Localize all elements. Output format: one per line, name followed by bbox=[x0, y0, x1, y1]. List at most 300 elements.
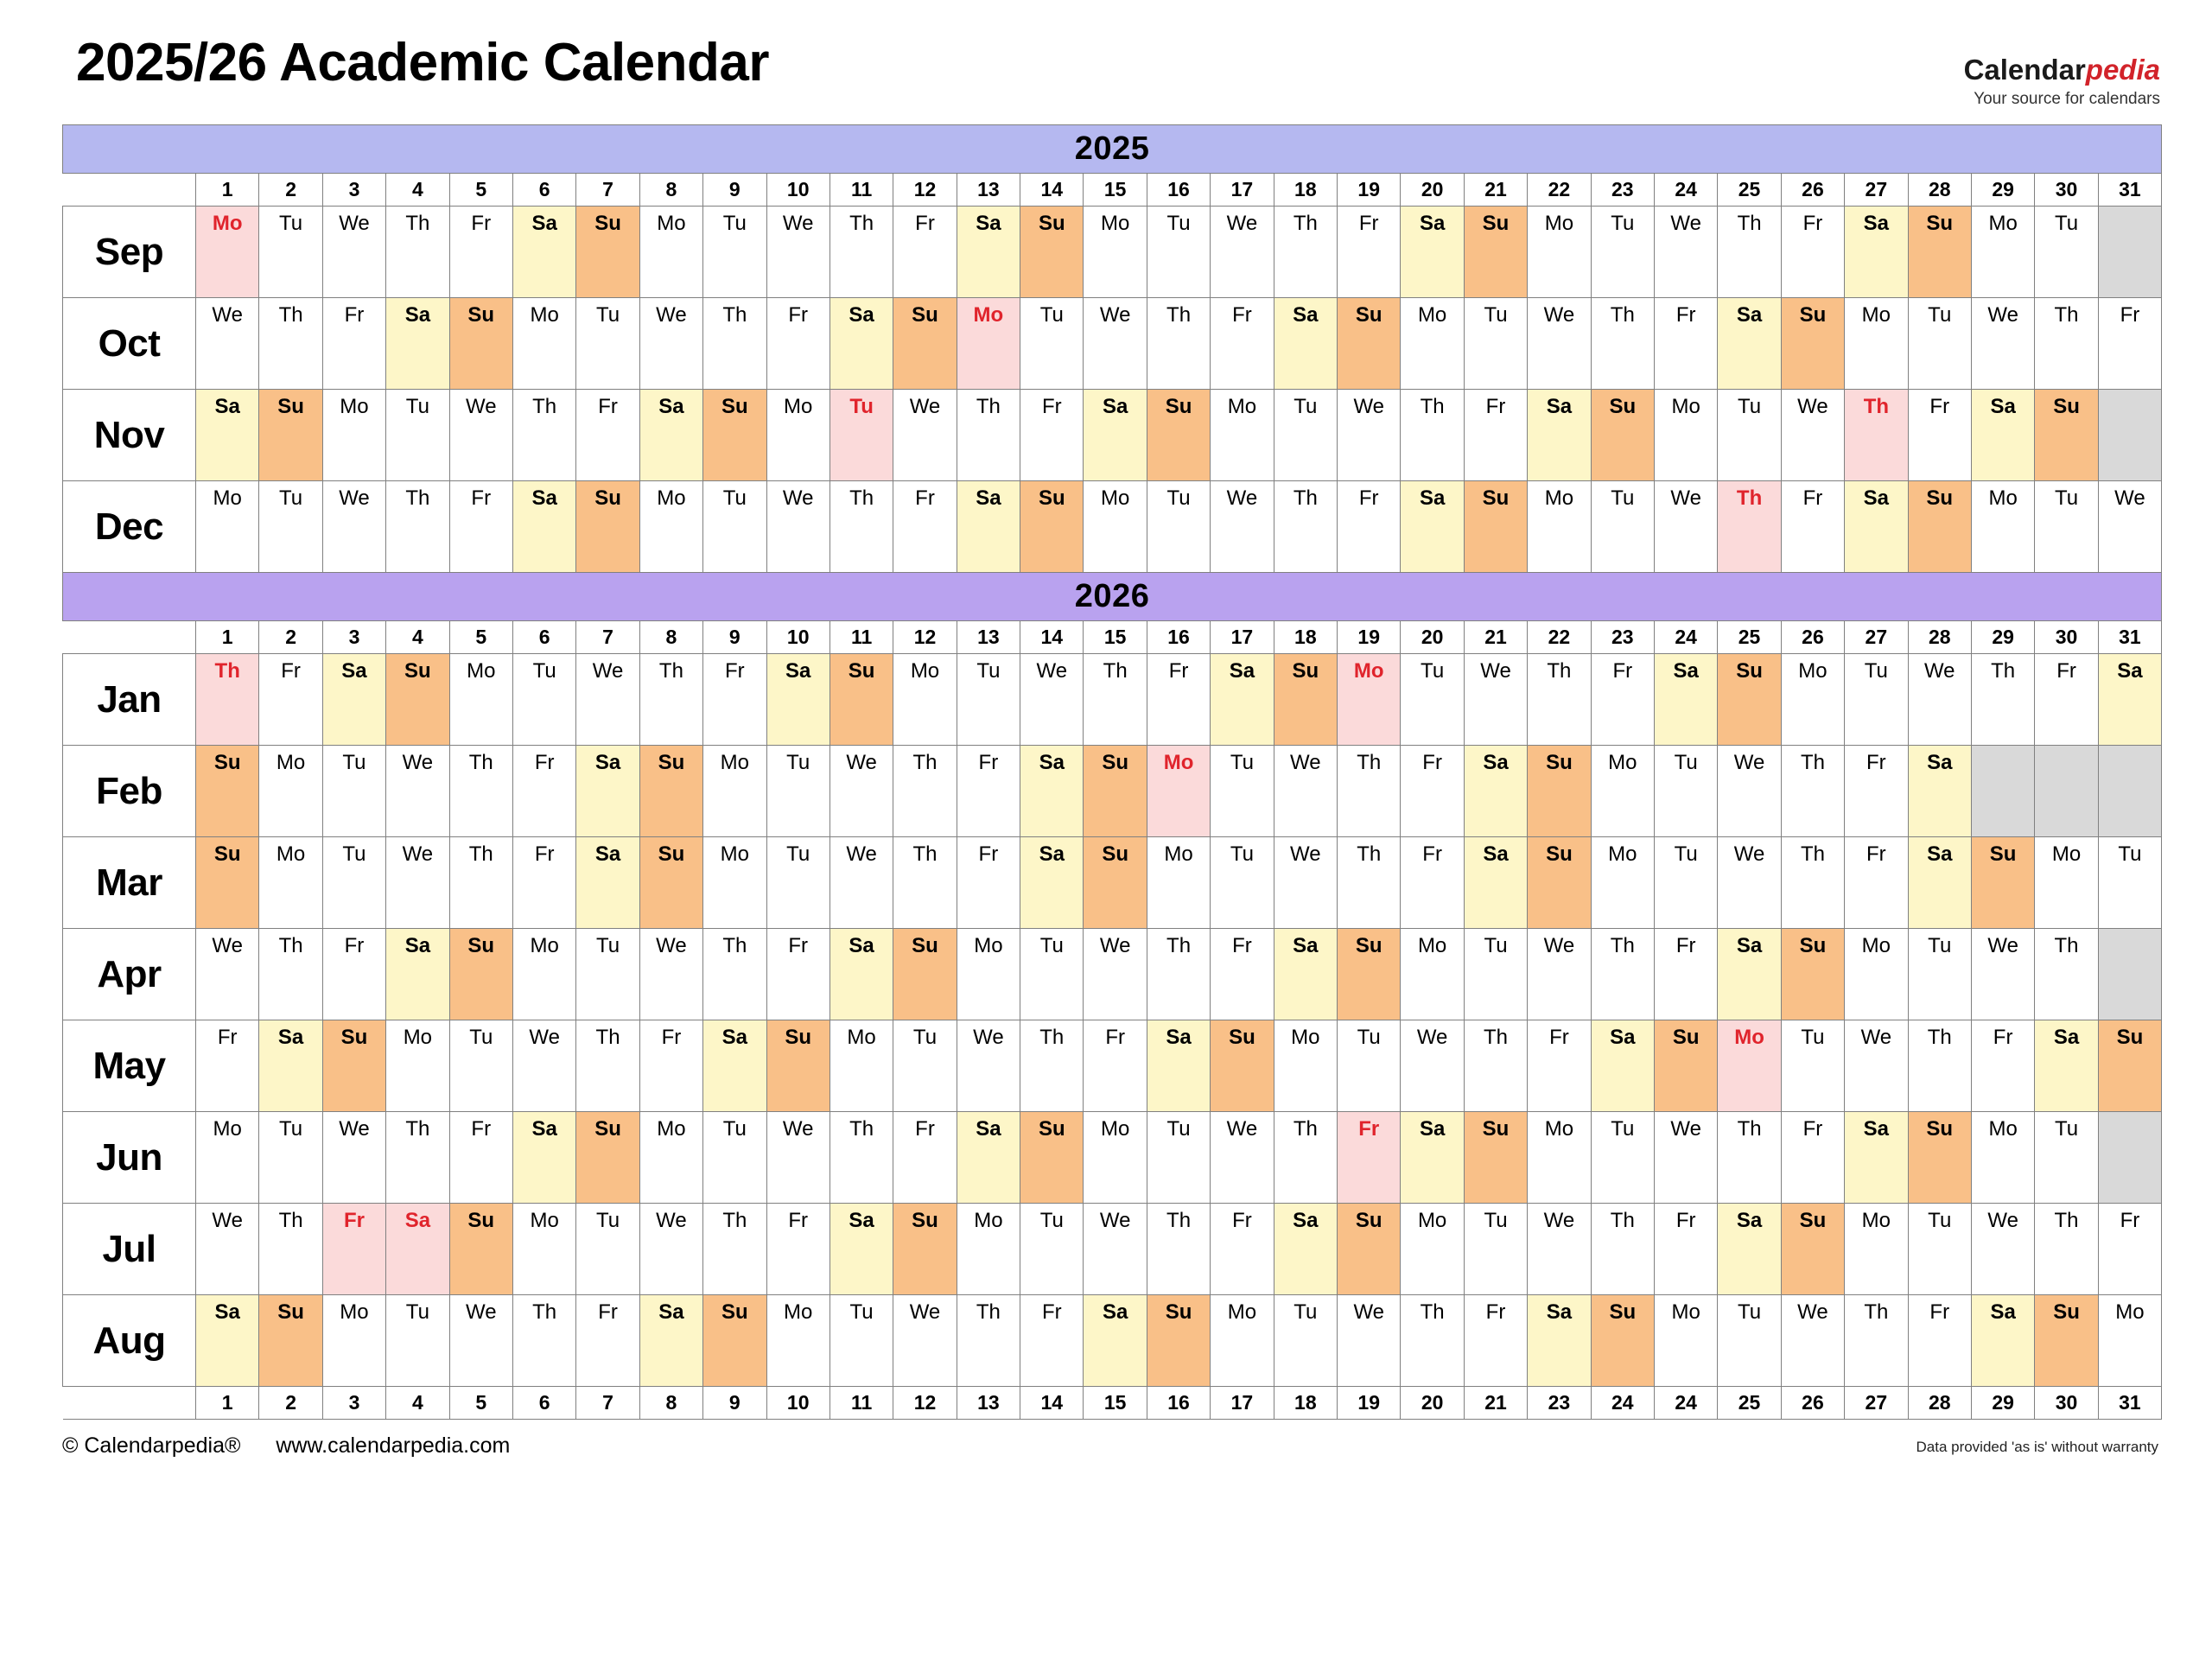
day-cell[interactable]: We bbox=[1781, 390, 1844, 481]
day-cell[interactable]: Th bbox=[1147, 929, 1210, 1020]
day-cell[interactable]: Fr bbox=[1654, 1204, 1717, 1295]
day-cell[interactable]: Fr bbox=[1020, 1295, 1084, 1387]
day-cell[interactable]: Su bbox=[830, 654, 893, 746]
day-cell[interactable]: Sa bbox=[1020, 746, 1084, 837]
day-cell[interactable]: Su bbox=[1908, 1112, 1971, 1204]
day-cell[interactable]: Su bbox=[449, 929, 512, 1020]
day-cell[interactable]: Fr bbox=[957, 746, 1020, 837]
day-cell[interactable]: Sa bbox=[1845, 481, 1908, 573]
day-cell[interactable]: Mo bbox=[1845, 1204, 1908, 1295]
day-cell[interactable]: Fr bbox=[512, 746, 575, 837]
day-cell[interactable]: Fr bbox=[1908, 390, 1971, 481]
day-cell[interactable]: Th bbox=[386, 481, 449, 573]
day-cell[interactable]: Mo bbox=[196, 481, 259, 573]
day-cell[interactable]: Mo bbox=[766, 390, 830, 481]
day-cell[interactable]: Tu bbox=[2035, 207, 2098, 298]
day-cell[interactable]: Mo bbox=[322, 1295, 385, 1387]
day-cell[interactable]: We bbox=[386, 837, 449, 929]
day-cell[interactable]: Sa bbox=[639, 390, 702, 481]
day-cell[interactable]: Su bbox=[893, 1204, 957, 1295]
day-cell[interactable]: Mo bbox=[1084, 481, 1147, 573]
day-cell[interactable]: Sa bbox=[1211, 654, 1274, 746]
day-cell[interactable]: Su bbox=[196, 837, 259, 929]
day-cell[interactable]: Tu bbox=[830, 1295, 893, 1387]
day-cell[interactable]: Fr bbox=[1528, 1020, 1591, 1112]
day-cell[interactable]: Tu bbox=[1591, 1112, 1654, 1204]
day-cell[interactable]: Fr bbox=[1781, 1112, 1844, 1204]
day-cell[interactable]: Su bbox=[576, 207, 639, 298]
day-cell[interactable]: Th bbox=[639, 654, 702, 746]
day-cell[interactable]: Mo bbox=[1654, 390, 1717, 481]
day-cell[interactable]: Tu bbox=[830, 390, 893, 481]
day-cell[interactable]: Th bbox=[196, 654, 259, 746]
day-cell[interactable]: We bbox=[1274, 746, 1337, 837]
day-cell[interactable]: Mo bbox=[1591, 746, 1654, 837]
day-cell[interactable]: Tu bbox=[1654, 746, 1717, 837]
day-cell[interactable]: Tu bbox=[386, 1295, 449, 1387]
day-cell[interactable]: Su bbox=[2098, 1020, 2161, 1112]
day-cell[interactable]: Mo bbox=[1211, 1295, 1274, 1387]
day-cell[interactable]: Fr bbox=[1654, 929, 1717, 1020]
day-cell[interactable]: Sa bbox=[1147, 1020, 1210, 1112]
day-cell[interactable]: We bbox=[449, 1295, 512, 1387]
day-cell[interactable]: We bbox=[1654, 207, 1717, 298]
day-cell[interactable]: We bbox=[196, 929, 259, 1020]
day-cell[interactable]: Sa bbox=[1971, 390, 2034, 481]
day-cell[interactable]: Tu bbox=[1020, 298, 1084, 390]
day-cell[interactable]: Mo bbox=[2035, 837, 2098, 929]
website-link[interactable]: www.calendarpedia.com bbox=[276, 1433, 511, 1458]
day-cell[interactable]: Tu bbox=[1020, 929, 1084, 1020]
day-cell[interactable]: Mo bbox=[639, 481, 702, 573]
day-cell[interactable]: Su bbox=[2035, 1295, 2098, 1387]
day-cell[interactable]: Sa bbox=[1718, 1204, 1781, 1295]
day-cell[interactable]: We bbox=[639, 1204, 702, 1295]
day-cell[interactable]: Mo bbox=[1718, 1020, 1781, 1112]
day-cell[interactable]: Tu bbox=[259, 481, 322, 573]
day-cell[interactable]: Th bbox=[1718, 207, 1781, 298]
day-cell[interactable]: Th bbox=[1338, 837, 1401, 929]
day-cell[interactable]: We bbox=[766, 1112, 830, 1204]
day-cell[interactable]: Sa bbox=[196, 390, 259, 481]
day-cell[interactable]: We bbox=[1971, 929, 2034, 1020]
day-cell[interactable]: Sa bbox=[259, 1020, 322, 1112]
day-cell[interactable]: Fr bbox=[957, 837, 1020, 929]
day-cell[interactable]: Mo bbox=[1528, 481, 1591, 573]
day-cell[interactable]: We bbox=[322, 1112, 385, 1204]
day-cell[interactable]: Mo bbox=[386, 1020, 449, 1112]
day-cell[interactable]: Tu bbox=[1464, 298, 1527, 390]
day-cell[interactable]: Su bbox=[1338, 298, 1401, 390]
day-cell[interactable]: Sa bbox=[1971, 1295, 2034, 1387]
day-cell[interactable]: We bbox=[1845, 1020, 1908, 1112]
day-cell[interactable]: Mo bbox=[2098, 1295, 2161, 1387]
day-cell[interactable]: Sa bbox=[1654, 654, 1717, 746]
day-cell[interactable]: Mo bbox=[893, 654, 957, 746]
day-cell[interactable]: Fr bbox=[1338, 207, 1401, 298]
day-cell[interactable]: Fr bbox=[893, 1112, 957, 1204]
day-cell[interactable]: Sa bbox=[957, 481, 1020, 573]
day-cell[interactable]: Su bbox=[1211, 1020, 1274, 1112]
day-cell[interactable]: Th bbox=[1781, 746, 1844, 837]
day-cell[interactable]: Su bbox=[1084, 837, 1147, 929]
day-cell[interactable]: Th bbox=[703, 1204, 766, 1295]
day-cell[interactable]: Sa bbox=[512, 1112, 575, 1204]
day-cell[interactable]: Fr bbox=[1971, 1020, 2034, 1112]
day-cell[interactable]: We bbox=[639, 298, 702, 390]
day-cell[interactable]: Tu bbox=[703, 481, 766, 573]
day-cell[interactable]: Su bbox=[1147, 1295, 1210, 1387]
day-cell[interactable]: Th bbox=[1845, 1295, 1908, 1387]
day-cell[interactable]: Su bbox=[196, 746, 259, 837]
day-cell[interactable]: Fr bbox=[1084, 1020, 1147, 1112]
day-cell[interactable]: We bbox=[639, 929, 702, 1020]
day-cell[interactable]: We bbox=[766, 481, 830, 573]
day-cell[interactable]: Su bbox=[1274, 654, 1337, 746]
day-cell[interactable]: Tu bbox=[1908, 929, 1971, 1020]
day-cell[interactable]: Mo bbox=[512, 1204, 575, 1295]
day-cell[interactable]: Fr bbox=[512, 837, 575, 929]
day-cell[interactable]: Th bbox=[2035, 929, 2098, 1020]
day-cell[interactable]: Sa bbox=[386, 929, 449, 1020]
day-cell[interactable]: Th bbox=[512, 1295, 575, 1387]
day-cell[interactable]: Fr bbox=[1908, 1295, 1971, 1387]
day-cell[interactable]: Th bbox=[1274, 481, 1337, 573]
day-cell[interactable]: Sa bbox=[957, 1112, 1020, 1204]
day-cell[interactable]: Th bbox=[1591, 298, 1654, 390]
day-cell[interactable]: Tu bbox=[1908, 1204, 1971, 1295]
day-cell[interactable]: Fr bbox=[1020, 390, 1084, 481]
day-cell[interactable]: Sa bbox=[1084, 1295, 1147, 1387]
day-cell[interactable]: Th bbox=[449, 837, 512, 929]
day-cell[interactable]: Th bbox=[1401, 1295, 1464, 1387]
day-cell[interactable]: Th bbox=[1718, 1112, 1781, 1204]
day-cell[interactable]: Fr bbox=[639, 1020, 702, 1112]
day-cell[interactable]: We bbox=[1274, 837, 1337, 929]
day-cell[interactable]: Su bbox=[449, 298, 512, 390]
day-cell[interactable]: Su bbox=[322, 1020, 385, 1112]
day-cell-empty[interactable] bbox=[2098, 746, 2161, 837]
day-cell[interactable]: We bbox=[1084, 929, 1147, 1020]
day-cell[interactable]: Su bbox=[766, 1020, 830, 1112]
day-cell[interactable]: We bbox=[893, 1295, 957, 1387]
day-cell[interactable]: Su bbox=[1528, 746, 1591, 837]
day-cell[interactable]: Mo bbox=[766, 1295, 830, 1387]
day-cell[interactable]: Su bbox=[386, 654, 449, 746]
day-cell[interactable]: Su bbox=[1591, 1295, 1654, 1387]
day-cell[interactable]: Mo bbox=[259, 837, 322, 929]
day-cell[interactable]: Fr bbox=[1591, 654, 1654, 746]
day-cell[interactable]: Tu bbox=[766, 837, 830, 929]
day-cell[interactable]: Su bbox=[1338, 929, 1401, 1020]
day-cell[interactable]: Mo bbox=[957, 929, 1020, 1020]
day-cell[interactable]: We bbox=[1528, 1204, 1591, 1295]
day-cell[interactable]: We bbox=[322, 207, 385, 298]
day-cell[interactable]: We bbox=[1338, 1295, 1401, 1387]
day-cell[interactable]: Th bbox=[449, 746, 512, 837]
day-cell[interactable]: We bbox=[830, 746, 893, 837]
day-cell[interactable]: Mo bbox=[1084, 207, 1147, 298]
day-cell[interactable]: Th bbox=[2035, 1204, 2098, 1295]
day-cell[interactable]: Fr bbox=[1401, 837, 1464, 929]
day-cell[interactable]: Sa bbox=[1084, 390, 1147, 481]
day-cell[interactable]: Tu bbox=[1464, 929, 1527, 1020]
day-cell[interactable]: Su bbox=[576, 481, 639, 573]
day-cell[interactable]: Sa bbox=[1464, 837, 1527, 929]
day-cell[interactable]: Tu bbox=[1718, 1295, 1781, 1387]
day-cell[interactable]: Sa bbox=[1908, 837, 1971, 929]
day-cell[interactable]: Su bbox=[1464, 481, 1527, 573]
day-cell[interactable]: Mo bbox=[449, 654, 512, 746]
day-cell[interactable]: Sa bbox=[2035, 1020, 2098, 1112]
day-cell[interactable]: Su bbox=[1464, 207, 1527, 298]
day-cell[interactable]: Fr bbox=[322, 929, 385, 1020]
day-cell[interactable]: Th bbox=[259, 1204, 322, 1295]
day-cell[interactable]: Th bbox=[1971, 654, 2034, 746]
day-cell-empty[interactable] bbox=[2098, 390, 2161, 481]
day-cell[interactable]: Tu bbox=[1718, 390, 1781, 481]
day-cell[interactable]: Su bbox=[1147, 390, 1210, 481]
day-cell[interactable]: We bbox=[1338, 390, 1401, 481]
day-cell[interactable]: Th bbox=[703, 929, 766, 1020]
day-cell[interactable]: Tu bbox=[576, 1204, 639, 1295]
day-cell[interactable]: Su bbox=[1338, 1204, 1401, 1295]
day-cell[interactable]: Fr bbox=[766, 298, 830, 390]
day-cell[interactable]: Sa bbox=[1908, 746, 1971, 837]
day-cell[interactable]: Fr bbox=[1845, 746, 1908, 837]
day-cell[interactable]: Tu bbox=[512, 654, 575, 746]
day-cell[interactable]: Mo bbox=[1971, 207, 2034, 298]
day-cell[interactable]: Sa bbox=[1718, 298, 1781, 390]
day-cell[interactable]: Su bbox=[1020, 207, 1084, 298]
day-cell[interactable]: Mo bbox=[1591, 837, 1654, 929]
day-cell[interactable]: Tu bbox=[2098, 837, 2161, 929]
day-cell[interactable]: Tu bbox=[1020, 1204, 1084, 1295]
day-cell[interactable]: We bbox=[196, 298, 259, 390]
day-cell[interactable]: Fr bbox=[1401, 746, 1464, 837]
day-cell[interactable]: Sa bbox=[830, 1204, 893, 1295]
day-cell[interactable]: Tu bbox=[259, 1112, 322, 1204]
day-cell[interactable]: Th bbox=[830, 207, 893, 298]
day-cell[interactable]: Mo bbox=[703, 837, 766, 929]
day-cell[interactable]: Th bbox=[893, 837, 957, 929]
day-cell[interactable]: We bbox=[1401, 1020, 1464, 1112]
day-cell[interactable]: Fr bbox=[576, 1295, 639, 1387]
day-cell[interactable]: We bbox=[322, 481, 385, 573]
day-cell[interactable]: Su bbox=[703, 390, 766, 481]
day-cell[interactable]: Tu bbox=[1845, 654, 1908, 746]
day-cell[interactable]: Mo bbox=[1084, 1112, 1147, 1204]
day-cell[interactable]: Tu bbox=[1591, 207, 1654, 298]
day-cell[interactable]: We bbox=[1211, 207, 1274, 298]
day-cell[interactable]: Th bbox=[830, 1112, 893, 1204]
day-cell[interactable]: We bbox=[1718, 837, 1781, 929]
day-cell[interactable]: Mo bbox=[322, 390, 385, 481]
day-cell[interactable]: Tu bbox=[259, 207, 322, 298]
day-cell[interactable]: Tu bbox=[1274, 390, 1337, 481]
day-cell[interactable]: Su bbox=[259, 390, 322, 481]
day-cell[interactable]: Su bbox=[639, 837, 702, 929]
day-cell[interactable]: Fr bbox=[259, 654, 322, 746]
day-cell[interactable]: Fr bbox=[766, 929, 830, 1020]
day-cell[interactable]: Fr bbox=[449, 207, 512, 298]
day-cell[interactable]: Sa bbox=[1528, 390, 1591, 481]
day-cell[interactable]: We bbox=[957, 1020, 1020, 1112]
day-cell[interactable]: Sa bbox=[512, 481, 575, 573]
day-cell[interactable]: Th bbox=[259, 929, 322, 1020]
day-cell[interactable]: Su bbox=[893, 298, 957, 390]
day-cell[interactable]: Th bbox=[1464, 1020, 1527, 1112]
day-cell[interactable]: Th bbox=[259, 298, 322, 390]
day-cell[interactable]: Mo bbox=[196, 207, 259, 298]
day-cell[interactable]: We bbox=[1211, 1112, 1274, 1204]
day-cell[interactable]: Tu bbox=[1464, 1204, 1527, 1295]
day-cell[interactable]: Tu bbox=[766, 746, 830, 837]
day-cell[interactable]: Sa bbox=[1401, 1112, 1464, 1204]
day-cell[interactable]: Su bbox=[1781, 929, 1844, 1020]
day-cell[interactable]: Tu bbox=[576, 929, 639, 1020]
day-cell[interactable]: Su bbox=[1718, 654, 1781, 746]
day-cell[interactable]: Su bbox=[1908, 481, 1971, 573]
day-cell[interactable]: We bbox=[1084, 1204, 1147, 1295]
day-cell[interactable]: Tu bbox=[703, 1112, 766, 1204]
day-cell[interactable]: Th bbox=[1274, 1112, 1337, 1204]
day-cell[interactable]: Sa bbox=[639, 1295, 702, 1387]
day-cell[interactable]: Sa bbox=[2098, 654, 2161, 746]
day-cell[interactable]: Tu bbox=[1211, 837, 1274, 929]
day-cell[interactable]: We bbox=[1464, 654, 1527, 746]
day-cell[interactable]: Fr bbox=[322, 1204, 385, 1295]
day-cell[interactable]: Mo bbox=[1528, 207, 1591, 298]
day-cell[interactable]: Su bbox=[259, 1295, 322, 1387]
day-cell[interactable]: Fr bbox=[1338, 481, 1401, 573]
day-cell[interactable]: Th bbox=[1020, 1020, 1084, 1112]
day-cell[interactable]: Fr bbox=[1211, 929, 1274, 1020]
day-cell[interactable]: Mo bbox=[639, 1112, 702, 1204]
day-cell[interactable]: We bbox=[1718, 746, 1781, 837]
day-cell[interactable]: Sa bbox=[1274, 929, 1337, 1020]
day-cell[interactable]: Th bbox=[2035, 298, 2098, 390]
day-cell[interactable]: Fr bbox=[1211, 298, 1274, 390]
day-cell-empty[interactable] bbox=[2098, 1112, 2161, 1204]
day-cell[interactable]: Fr bbox=[196, 1020, 259, 1112]
day-cell[interactable]: Fr bbox=[1781, 207, 1844, 298]
day-cell-empty[interactable] bbox=[2098, 929, 2161, 1020]
day-cell[interactable]: Fr bbox=[576, 390, 639, 481]
day-cell[interactable]: We bbox=[1971, 298, 2034, 390]
day-cell[interactable]: Tu bbox=[1147, 481, 1210, 573]
day-cell[interactable]: Fr bbox=[893, 481, 957, 573]
day-cell[interactable]: Mo bbox=[1211, 390, 1274, 481]
day-cell[interactable]: Tu bbox=[1211, 746, 1274, 837]
day-cell[interactable]: We bbox=[196, 1204, 259, 1295]
day-cell[interactable]: Th bbox=[1401, 390, 1464, 481]
day-cell[interactable]: Sa bbox=[1845, 207, 1908, 298]
day-cell[interactable]: Tu bbox=[1147, 1112, 1210, 1204]
day-cell[interactable]: Su bbox=[1591, 390, 1654, 481]
day-cell[interactable]: Tu bbox=[1147, 207, 1210, 298]
day-cell[interactable]: Su bbox=[1781, 298, 1844, 390]
day-cell[interactable]: Su bbox=[1528, 837, 1591, 929]
day-cell[interactable]: Th bbox=[512, 390, 575, 481]
day-cell[interactable]: Mo bbox=[1401, 1204, 1464, 1295]
day-cell[interactable]: We bbox=[1971, 1204, 2034, 1295]
day-cell[interactable]: Mo bbox=[1147, 746, 1210, 837]
day-cell[interactable]: Fr bbox=[2098, 1204, 2161, 1295]
day-cell[interactable]: Tu bbox=[576, 298, 639, 390]
day-cell[interactable]: Th bbox=[1591, 929, 1654, 1020]
day-cell[interactable]: Tu bbox=[2035, 481, 2098, 573]
day-cell[interactable]: Tu bbox=[1781, 1020, 1844, 1112]
day-cell[interactable]: Tu bbox=[957, 654, 1020, 746]
day-cell[interactable]: Sa bbox=[766, 654, 830, 746]
day-cell[interactable]: Tu bbox=[1401, 654, 1464, 746]
day-cell[interactable]: Sa bbox=[576, 837, 639, 929]
day-cell[interactable]: Mo bbox=[196, 1112, 259, 1204]
day-cell[interactable]: Fr bbox=[1845, 837, 1908, 929]
day-cell[interactable]: Tu bbox=[449, 1020, 512, 1112]
day-cell[interactable]: We bbox=[1654, 481, 1717, 573]
day-cell[interactable]: Fr bbox=[322, 298, 385, 390]
day-cell[interactable]: Mo bbox=[1781, 654, 1844, 746]
day-cell[interactable]: Tu bbox=[322, 746, 385, 837]
day-cell[interactable]: We bbox=[1781, 1295, 1844, 1387]
day-cell[interactable]: Su bbox=[703, 1295, 766, 1387]
day-cell[interactable]: Fr bbox=[449, 1112, 512, 1204]
day-cell[interactable]: Sa bbox=[1528, 1295, 1591, 1387]
day-cell[interactable]: Mo bbox=[957, 298, 1020, 390]
day-cell[interactable]: We bbox=[1528, 929, 1591, 1020]
day-cell[interactable]: Fr bbox=[1211, 1204, 1274, 1295]
day-cell[interactable]: Mo bbox=[512, 298, 575, 390]
day-cell-empty[interactable] bbox=[1971, 746, 2034, 837]
day-cell[interactable]: Mo bbox=[703, 746, 766, 837]
day-cell[interactable]: We bbox=[449, 390, 512, 481]
day-cell[interactable]: We bbox=[576, 654, 639, 746]
day-cell[interactable]: Mo bbox=[1971, 481, 2034, 573]
day-cell[interactable]: We bbox=[766, 207, 830, 298]
day-cell[interactable]: Tu bbox=[1908, 298, 1971, 390]
day-cell[interactable]: Su bbox=[1971, 837, 2034, 929]
day-cell[interactable]: Mo bbox=[1147, 837, 1210, 929]
day-cell[interactable]: Th bbox=[1781, 837, 1844, 929]
day-cell[interactable]: Th bbox=[1084, 654, 1147, 746]
day-cell[interactable]: Sa bbox=[1274, 1204, 1337, 1295]
day-cell[interactable]: Tu bbox=[322, 837, 385, 929]
day-cell[interactable]: Fr bbox=[1464, 390, 1527, 481]
day-cell[interactable]: Su bbox=[576, 1112, 639, 1204]
day-cell[interactable]: Sa bbox=[322, 654, 385, 746]
day-cell[interactable]: Th bbox=[893, 746, 957, 837]
day-cell[interactable]: We bbox=[1654, 1112, 1717, 1204]
day-cell[interactable]: Fr bbox=[1654, 298, 1717, 390]
day-cell[interactable]: Th bbox=[1274, 207, 1337, 298]
day-cell[interactable]: Fr bbox=[1338, 1112, 1401, 1204]
day-cell[interactable]: Su bbox=[893, 929, 957, 1020]
day-cell[interactable]: Mo bbox=[512, 929, 575, 1020]
day-cell[interactable]: We bbox=[893, 390, 957, 481]
day-cell[interactable]: We bbox=[1020, 654, 1084, 746]
day-cell[interactable]: Th bbox=[1718, 481, 1781, 573]
day-cell[interactable]: Tu bbox=[893, 1020, 957, 1112]
day-cell[interactable]: Tu bbox=[386, 390, 449, 481]
day-cell[interactable]: Sa bbox=[830, 929, 893, 1020]
day-cell[interactable]: Th bbox=[1528, 654, 1591, 746]
day-cell[interactable]: Su bbox=[2035, 390, 2098, 481]
day-cell[interactable]: Mo bbox=[1845, 929, 1908, 1020]
day-cell[interactable]: Mo bbox=[639, 207, 702, 298]
day-cell[interactable]: We bbox=[1084, 298, 1147, 390]
